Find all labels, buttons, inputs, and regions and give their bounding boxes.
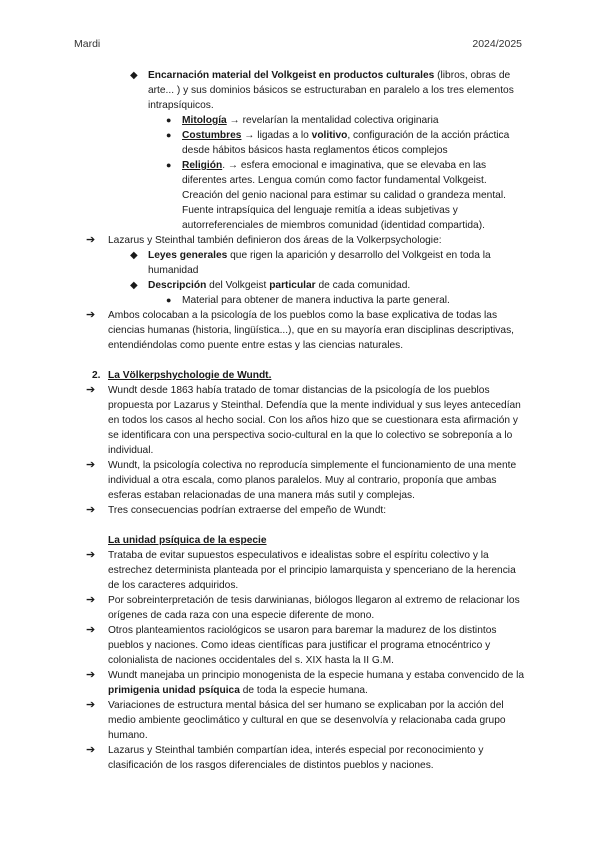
arrow-bullet-icon: ➔	[86, 744, 96, 756]
text: Lazarus y Steinthal también definieron dos áreas de la Volkerpsychologie:	[108, 235, 442, 246]
bold-text: primigenia unidad psíquica	[108, 685, 240, 696]
dot-bullet-icon: ●	[166, 160, 172, 170]
dot-bullet-icon: ●	[166, 295, 172, 305]
arrow-bullet-icon: ➔	[86, 594, 96, 606]
text: que rigen la aparición y desarrollo del Volkgeist en toda la humanidad	[148, 250, 491, 276]
list-item	[72, 158, 527, 233]
bold-text: Encarnación material del Volkgeist en productos culturales	[148, 70, 435, 81]
diamond-bullet-icon: ◆	[130, 70, 138, 81]
list-item	[72, 308, 527, 353]
text: Wundt manejaba un principio monogenista de la especie humana y estaba convencido de la	[108, 670, 525, 681]
document-body	[72, 68, 527, 773]
list-item	[72, 278, 527, 293]
text: de toda la especie humana.	[239, 685, 368, 696]
text: Trataba de evitar supuestos especulativos e idealistas sobre el espíritu colectivo y la estrechez determinista planteada por el principio lamarquista y spenceriano de la herencia de los caracteres adquiridos.	[108, 550, 516, 591]
text: Tres consecuencias podrían extraerse del empeño de Wundt:	[108, 505, 387, 516]
list-item	[72, 458, 527, 503]
list-item	[72, 668, 527, 698]
subsection-title: La unidad psíquica de la especie	[108, 535, 267, 546]
text: de cada comunidad.	[315, 280, 411, 291]
arrow-bullet-icon: ➔	[86, 699, 96, 711]
text: . → esfera emocional e imaginativa, que se elevaba en las diferentes artes. Lengua común como factor fundamental Volkgeist. Creación del genio nacional para estimar su calidad o grandeza mental. Fuente intrapsíquica del lenguaje remitía a ideas subjetivas y autorreferenciales de miembros comunidad (identidad compartida).	[182, 160, 506, 231]
list-item	[72, 743, 527, 773]
list-item	[72, 623, 527, 668]
bold-text: particular	[269, 280, 316, 291]
text: Otros planteamientos raciológicos se usaron para baremar la madurez de los distintos pueblos y naciones. Como ideas científicas para justificar el programa etnocéntrico y colonialista de naciones occidentales del s. XIX hasta la II G.M.	[108, 625, 497, 666]
dot-bullet-icon: ●	[166, 115, 172, 125]
text: Material para obtener de manera inductiva la parte general.	[182, 295, 450, 306]
text: Variaciones de estructura mental básica del ser humano se explicaban por la acción del medio ambiente geoclimático y cultural en que se desenvolvía y relacionaba cada grupo humano.	[108, 700, 506, 741]
section-title: La Völkerpshychologie de Wundt.	[108, 370, 272, 381]
header-year: 2024/2025	[472, 38, 522, 50]
diamond-bullet-icon: ◆	[130, 250, 138, 261]
arrow-bullet-icon: ➔	[86, 624, 96, 636]
arrow-bullet-icon: ➔	[86, 549, 96, 561]
list-item	[72, 383, 527, 458]
list-item	[72, 593, 527, 623]
header-author: Mardi	[74, 38, 101, 50]
text: , configuración de la acción práctica desde hábitos básicos hasta reglamentos éticos complejos	[182, 130, 510, 156]
list-item	[72, 293, 527, 308]
text: Lazarus y Steinthal también compartían idea, interés especial por reconocimiento y clasificación de los rasgos diferenciales de distintos pueblos y naciones.	[108, 745, 484, 771]
section-number: 2.	[92, 370, 101, 381]
arrow-bullet-icon: ➔	[86, 504, 96, 516]
text: → ligadas a lo	[241, 130, 312, 141]
list-item	[72, 68, 527, 113]
list-item	[72, 698, 527, 743]
section-heading	[72, 368, 527, 383]
bold-text: Leyes generales	[148, 250, 228, 261]
text: Por sobreinterpretación de tesis darwinianas, biólogos llegaron al extremo de relacionar los orígenes de cada raza con una especie diferente de mono.	[108, 595, 520, 621]
arrow-bullet-icon: ➔	[86, 669, 96, 681]
term-mitologia: Mitología	[182, 115, 227, 126]
text: del Volkgeist	[206, 280, 270, 291]
arrow-bullet-icon: ➔	[86, 384, 96, 396]
bold-text: volitivo	[311, 130, 348, 141]
text: Wundt desde 1863 había tratado de tomar distancias de la psicología de los pueblos propuesta por Lazarus y Steinthal. Defendía que la mente individual y sus leyes antecedían en todos los casos al hecho social. Con los años hizo que se cuestionara esta afirmación y se identificara con una perspectiva socio-cultural en la que lo colectivo se sobreponía a lo individual.	[108, 385, 521, 456]
arrow-bullet-icon: ➔	[86, 309, 96, 321]
text: Ambos colocaban a la psicología de los pueblos como la base explicativa de todas las ciencias humanas (historia, lingüística...), que en su mayoría eran disciplinas descriptivas, entendiéndolas como puente entre estas y las ciencias naturales.	[108, 310, 514, 351]
text: → revelarían la mentalidad colectiva originaria	[226, 115, 439, 126]
arrow-bullet-icon: ➔	[86, 234, 96, 246]
dot-bullet-icon: ●	[166, 130, 172, 140]
list-item	[72, 128, 527, 158]
list-item	[72, 503, 527, 518]
bold-text: Descripción	[148, 280, 207, 291]
list-item	[72, 248, 527, 278]
arrow-bullet-icon: ➔	[86, 459, 96, 471]
diamond-bullet-icon: ◆	[130, 280, 138, 291]
list-item	[72, 233, 527, 248]
text: (libros, obras de arte... ) y sus dominios básicos se estructuraban en paralelo a los tres elementos intrapsíquicos.	[148, 70, 514, 111]
list-item	[72, 548, 527, 593]
text: Wundt, la psicología colectiva no reproducía simplemente el funcionamiento de una mente individual a otra escala, como planos paralelos. Muy al contrario, proponía que ambas esferas estaban relacionadas de una manera más sutil y complejas.	[108, 460, 517, 501]
term-costumbres: Costumbres	[182, 130, 242, 141]
list-item	[72, 113, 527, 128]
term-religion: Religión	[182, 160, 223, 171]
